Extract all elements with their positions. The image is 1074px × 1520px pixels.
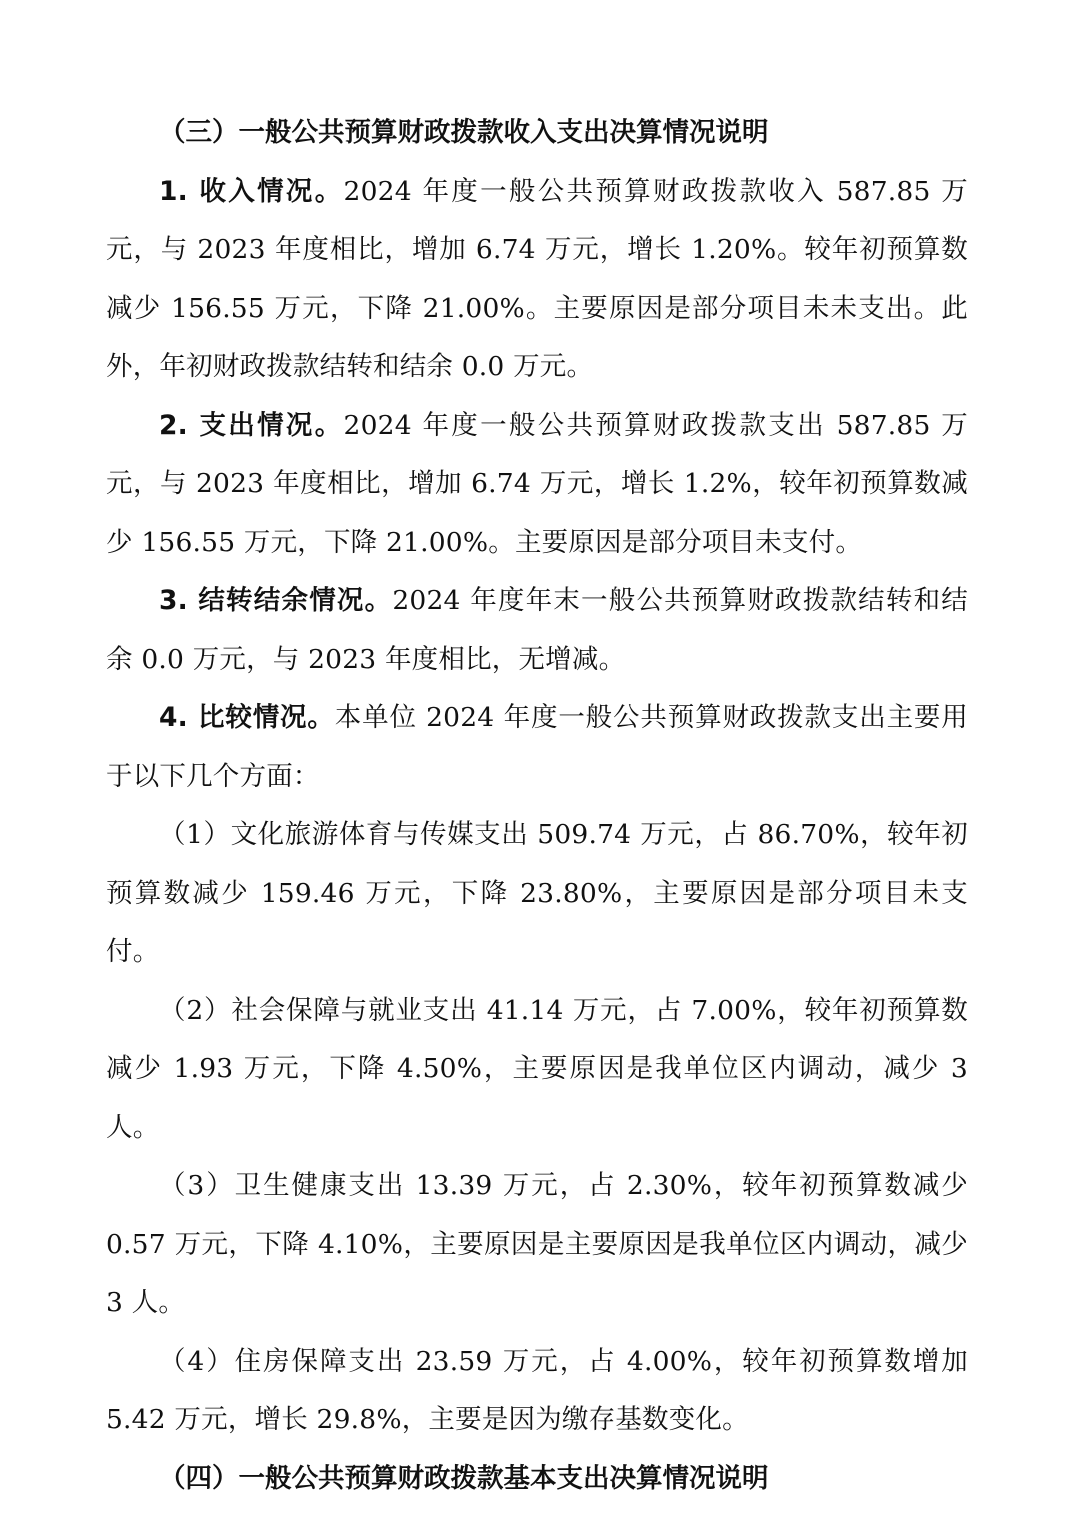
section-heading-3: （三）一般公共预算财政拨款收入支出决算情况说明 xyxy=(159,117,769,148)
paragraph-lead: 3. 结转结余情况。 xyxy=(159,585,393,616)
paragraph-text: 2024 年度一般公共预算财政拨款收入 587.85 万元，与 2023 年度相比，增加 6.74 万元，增长 1.20%。较年初预算数减少 156.55 万元，下降 21.00%。主要原因是部分项目未未支出。此外，年初财政拨款结转和结余 0.0 万元。 xyxy=(106,175,968,382)
paragraph-text: 2024 年度年末一般公共预算财政拨款结转和结余 0.0 万元，与 2023 年度相比，无增减。 xyxy=(106,585,968,675)
sub-item-housing: （4）住房保障支出 23.59 万元，占 4.00%，较年初预算数增加 5.42 万元，增长 29.8%，主要是因为缴存基数变化。 xyxy=(106,1345,968,1435)
paragraph-lead: 4. 比较情况。 xyxy=(159,702,335,733)
paragraph-text: 2024 年度一般公共预算财政拨款支出 587.85 万元，与 2023 年度相比，增加 6.74 万元，增长 1.2%，较年初预算数减少 156.55 万元，下降 21.00%。主要原因是部分项目未支付。 xyxy=(106,409,968,558)
paragraph-expenditure xyxy=(106,397,968,573)
paragraph-comparison xyxy=(106,689,968,806)
paragraph-lead: 2. 支出情况。 xyxy=(159,409,344,441)
document-body xyxy=(106,104,968,1508)
paragraph-lead: 1. 收入情况。 xyxy=(159,175,344,207)
paragraph-carryover xyxy=(106,572,968,689)
sub-item-health: （3）卫生健康支出 13.39 万元，占 2.30%，较年初预算数减少 0.57 万元，下降 4.10%，主要原因是主要原因是我单位区内调动，减少 3 人。 xyxy=(106,1170,968,1318)
paragraph-income xyxy=(106,163,968,397)
sub-item-social-security: （2）社会保障与就业支出 41.14 万元，占 7.00%，较年初预算数减少 1.93 万元，下降 4.50%，主要原因是我单位区内调动，减少 3 人。 xyxy=(106,994,968,1143)
sub-item-culture: （1）文化旅游体育与传媒支出 509.74 万元，占 86.70%，较年初预算数减少 159.46 万元，下降 23.80%，主要原因是部分项目未支付。 xyxy=(106,819,968,967)
paragraph-text: 本单位 2024 年度一般公共预算财政拨款支出主要用于以下几个方面： xyxy=(106,702,968,792)
section-heading-4: （四）一般公共预算财政拨款基本支出决算情况说明 xyxy=(159,1462,769,1494)
